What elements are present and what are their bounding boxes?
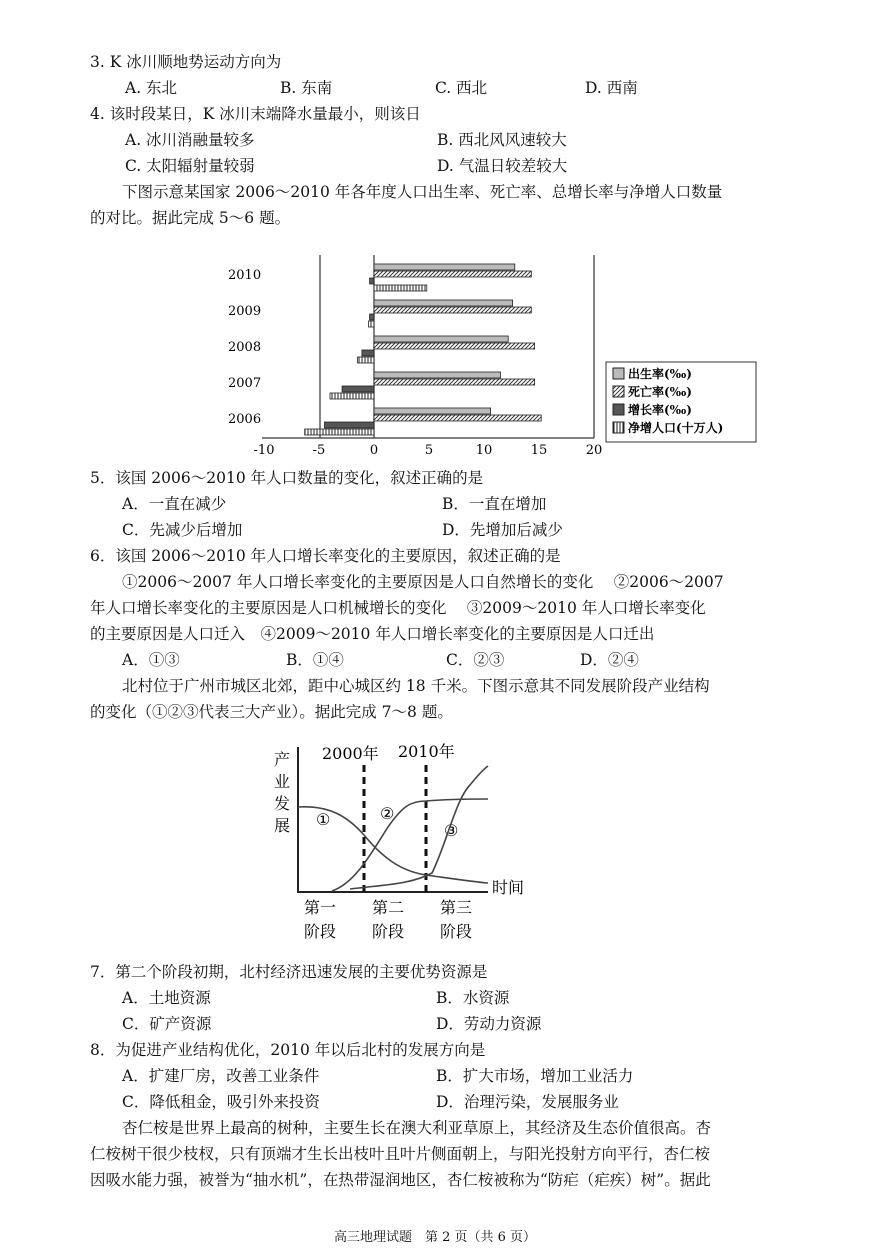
- intro56-line2: 的对比。据此完成 5～6 题。: [90, 209, 291, 227]
- q5-option-d: D．先增加后减少: [442, 521, 563, 539]
- q5-stem: 5．该国 2006～2010 年人口数量的变化，叙述正确的是: [90, 469, 484, 487]
- intro78-line1: 北村位于广州市城区北郊，距中心城区约 18 千米。下图示意其不同发展阶段产业结构: [122, 677, 710, 695]
- birth-rate-bar: [374, 300, 513, 306]
- industry-structure-chart: [260, 735, 540, 950]
- q3-option-c: C. 西北: [435, 79, 488, 97]
- q4-stem: 4. 该时段某日，K 冰川末端降水量最小，则该日: [90, 105, 421, 123]
- intro56-line1: 下图示意某国家 2006～2010 年各年度人口出生率、死亡率、总增长率与净增人口数量: [122, 183, 723, 201]
- q4-option-a: A. 冰川消融量较多: [125, 131, 255, 149]
- q6-line2: 年人口增长率变化的主要原因是人口机械增长的变化 ③2009～2010 年人口增长率变化: [90, 599, 706, 617]
- legend-swatch-growth: [613, 404, 624, 415]
- q7-option-d: D．劳动力资源: [436, 1015, 542, 1033]
- q7-option-b: B．水资源: [436, 989, 510, 1007]
- x-tick-label: -5: [312, 443, 326, 458]
- legend-swatch-net: [613, 422, 624, 433]
- q8-option-c: C．降低租金，吸引外来投资: [122, 1093, 320, 1111]
- curve-secondary: [332, 799, 488, 891]
- stage-2-line2: 阶段: [372, 922, 405, 941]
- death-rate-bar: [374, 307, 531, 313]
- q6-stem: 6．该国 2006～2010 年人口增长率变化的主要原因，叙述正确的是: [90, 547, 561, 565]
- q7-option-a: A．土地资源: [122, 989, 211, 1007]
- birth-rate-bar: [374, 408, 491, 414]
- q6-option-c: C．②③: [446, 651, 505, 669]
- x-tick-label: 20: [585, 443, 603, 458]
- x-tick-label: 10: [475, 443, 493, 458]
- birth-rate-bar: [374, 264, 515, 270]
- year-label: 2008: [228, 340, 262, 355]
- y-label-3: 发: [274, 794, 291, 813]
- q4-option-c: C. 太阳辐射量较弱: [125, 157, 255, 175]
- net-increase-bar: [369, 321, 375, 327]
- q7-option-c: C．矿产资源: [122, 1015, 212, 1033]
- death-rate-bar: [374, 343, 535, 349]
- q8-option-b: B．扩大市场，增加工业活力: [436, 1067, 634, 1085]
- x-tick-label: -10: [253, 443, 275, 458]
- curve-label-2: ②: [380, 804, 395, 823]
- q6-option-b: B．①④: [286, 651, 344, 669]
- q8-option-d: D．治理污染，发展服务业: [436, 1093, 619, 1111]
- para-line3: 因吸水能力强，被誉为“抽水机”，在热带湿润地区，杏仁桉被称为“防疟（疟疾）树”。据此: [90, 1171, 711, 1189]
- q6-line3: 的主要原因是人口迁入 ④2009～2010 年人口增长率变化的主要原因是人口迁出: [90, 625, 655, 643]
- y-label-4: 展: [274, 816, 291, 835]
- growth-rate-bar: [362, 350, 374, 356]
- x-axis-label: 时间: [492, 878, 525, 897]
- curve-label-3: ③: [444, 821, 459, 840]
- q5-option-c: C．先减少后增加: [122, 521, 243, 539]
- legend-swatch-birth: [613, 368, 624, 379]
- net-increase-bar: [305, 429, 374, 435]
- x-tick-label: 5: [424, 443, 434, 458]
- curve-label-1: ①: [316, 810, 331, 829]
- q5-option-b: B．一直在增加: [442, 495, 547, 513]
- chart-legend: [606, 362, 756, 442]
- year-2000-label: 2000年: [322, 744, 379, 763]
- birth-rate-bar: [374, 336, 508, 342]
- q3-stem: 3. K 冰川顺地势运动方向为: [90, 53, 282, 71]
- death-rate-bar: [374, 415, 541, 421]
- stage-1-line1: 第一: [304, 898, 337, 917]
- legend-growth: 增长率(‰): [628, 403, 692, 417]
- year-label: 2010: [228, 268, 262, 283]
- growth-rate-bar: [342, 386, 374, 392]
- birth-rate-bar: [374, 372, 501, 378]
- q4-option-d: D. 气温日较差较大: [437, 157, 568, 175]
- q3-option-d: D. 西南: [585, 79, 638, 97]
- q3-option-a: A. 东北: [125, 79, 178, 97]
- para-line2: 仁桉树干很少枝杈，只有顶端才生长出枝叶且叶片侧面朝上，与阳光投射方向平行，杏仁桉: [90, 1145, 711, 1163]
- year-label: 2006: [228, 412, 262, 427]
- q6-option-a: A．①③: [122, 651, 180, 669]
- legend-swatch-death: [613, 386, 624, 397]
- page-footer: 高三地理试题 第 2 页（共 6 页）: [333, 1230, 537, 1245]
- y-label-2: 业: [274, 772, 291, 791]
- stage-3-line2: 阶段: [440, 922, 473, 941]
- death-rate-bar: [374, 271, 531, 277]
- year-label: 2007: [228, 376, 262, 391]
- population-bar-chart: [220, 250, 760, 460]
- q8-stem: 8．为促进产业结构优化，2010 年以后北村的发展方向是: [90, 1041, 486, 1059]
- x-tick-label: 15: [530, 443, 548, 458]
- q6-option-d: D．②④: [580, 651, 639, 669]
- para-line1: 杏仁桉是世界上最高的树种，主要生长在澳大利亚草原上，其经济及生态价值很高。杏: [122, 1119, 712, 1137]
- legend-net: 净增人口(十万人): [628, 421, 724, 435]
- stage-2-line1: 第二: [372, 898, 405, 917]
- y-label-1: 产: [274, 750, 291, 769]
- growth-rate-bar: [325, 422, 375, 428]
- x-tick-label: 0: [369, 443, 379, 458]
- year-label: 2009: [228, 304, 262, 319]
- net-increase-bar: [374, 285, 427, 291]
- growth-rate-bar: [370, 278, 374, 284]
- intro78-line2: 的变化（①②③代表三大产业）。据此完成 7～8 题。: [90, 703, 453, 721]
- stage-1-line2: 阶段: [304, 922, 337, 941]
- q3-option-b: B. 东南: [280, 79, 333, 97]
- legend-birth: 出生率(‰): [628, 367, 692, 381]
- curve-tertiary: [350, 766, 488, 889]
- year-2010-label: 2010年: [398, 742, 455, 761]
- q7-stem: 7．第二个阶段初期，北村经济迅速发展的主要优势资源是: [90, 963, 488, 981]
- q8-option-a: A．扩建厂房，改善工业条件: [122, 1067, 320, 1085]
- growth-rate-bar: [370, 314, 374, 320]
- q5-option-a: A．一直在减少: [122, 495, 227, 513]
- legend-death: 死亡率(‰): [628, 385, 692, 399]
- net-increase-bar: [330, 393, 374, 399]
- q4-option-b: B. 西北风风速较大: [437, 131, 567, 149]
- net-increase-bar: [358, 357, 375, 363]
- q6-line1: ①2006～2007 年人口增长率变化的主要原因是人口自然增长的变化 ②2006～2007: [122, 573, 724, 591]
- death-rate-bar: [374, 379, 535, 385]
- stage-3-line1: 第三: [440, 898, 473, 917]
